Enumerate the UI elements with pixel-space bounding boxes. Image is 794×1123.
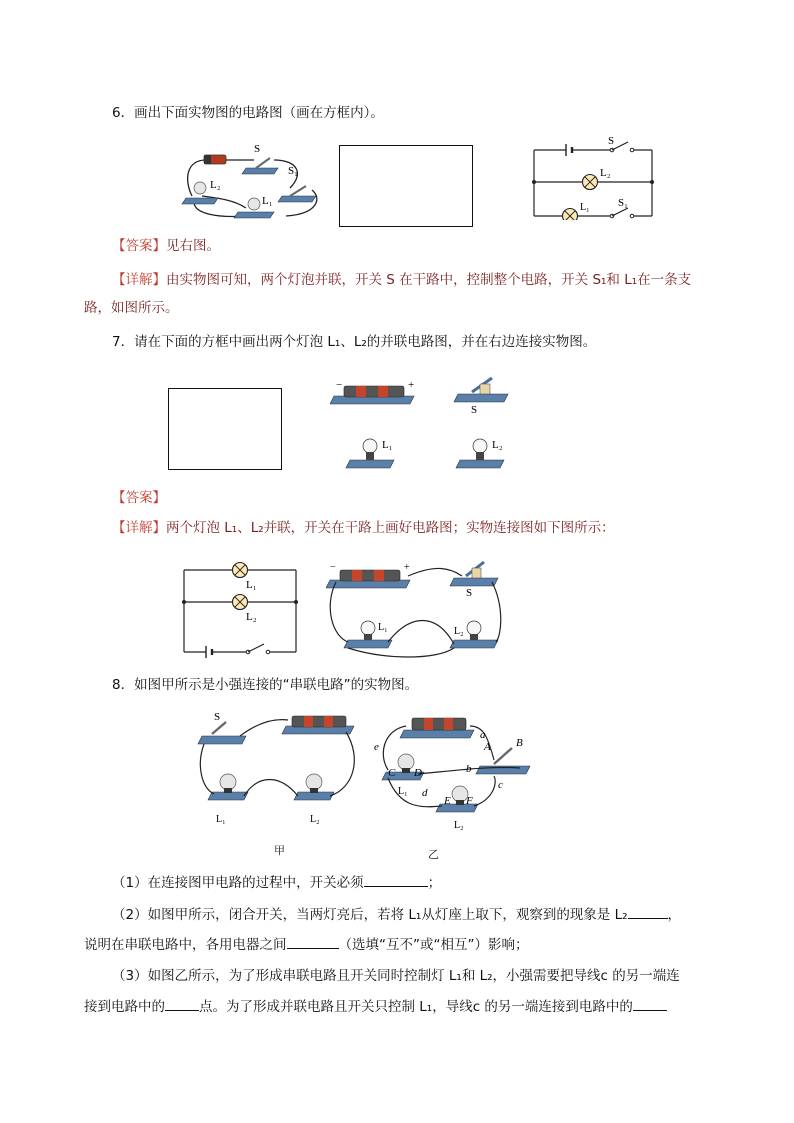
q8-yi-point-a: a <box>480 729 486 741</box>
q8-sub2-text: （2）如图甲所示，闭合开关，当两灯亮后，若将 L₁从灯座上取下，观察到的现象是 L₂ <box>112 907 628 923</box>
q8-sub2-line2 <box>84 934 528 955</box>
q7-battery-minus: − <box>336 379 343 391</box>
q8-sub3-text3: 点。为了形成并联电路且开关只控制 L₁，导线c 的另一端连接到电路中的 <box>199 999 633 1015</box>
q8-figure-yi <box>370 704 534 836</box>
q7-detail <box>112 518 615 538</box>
q8-yi-point-D: D <box>414 767 422 779</box>
q6-phys-s1-label: S₁ <box>288 165 298 177</box>
q8-sub3-text2: 接到电路中的 <box>84 999 165 1015</box>
q6-diag-s-label: S <box>608 136 615 147</box>
q7-phys-l1-label: L₁ <box>382 439 393 451</box>
q8-figure-jia <box>194 704 358 834</box>
q8-yi-point-B: B <box>516 737 523 749</box>
q8-figure-jia-caption: 甲 <box>274 844 285 857</box>
q6-detail-tag: 【详解】 <box>112 272 166 288</box>
q7-physical-components <box>330 376 520 476</box>
q6-phys-l1-label: L₁ <box>262 195 273 207</box>
q8-sub2-text2: 说明在串联电路中，各用电器之间 <box>84 937 287 953</box>
q8-yi-point-c: c <box>498 779 503 791</box>
q7-diag-l2-label: L₂ <box>246 611 257 623</box>
q7-answer-box <box>168 388 282 470</box>
q8-sub1-blank[interactable] <box>364 872 428 887</box>
q8-sub2 <box>112 904 681 925</box>
q7-detail-tag: 【详解】 <box>112 520 166 536</box>
q8-yi-point-e: e <box>374 741 379 753</box>
q8-figure-yi-caption: 乙 <box>428 848 439 861</box>
q8-yi-point-F: F <box>466 795 473 807</box>
q6-phys-l2-label: L₂ <box>210 179 221 191</box>
q8-yi-l2-label: L₂ <box>454 820 464 831</box>
q7-phys-l2-label: L₂ <box>492 439 503 451</box>
q6-answer-tag: 【答案】 <box>112 238 166 254</box>
q8-jia-s-label: S <box>214 711 221 723</box>
q8-sub2-blank1[interactable] <box>628 904 668 919</box>
q6-diag-l2-label: L₂ <box>600 167 611 179</box>
q6-question: 6．画出下面实物图的电路图（画在方框内）。 <box>112 105 384 121</box>
q6-detail-line2: 路，如图所示。 <box>84 300 179 316</box>
q7-question: 7．请在下面的方框中画出两个灯泡 L₁、L₂的并联电路图，并在右边连接实物图。 <box>112 334 597 350</box>
q7-battery-plus: + <box>408 379 415 391</box>
q8-sub3-blank2[interactable] <box>633 996 667 1011</box>
q6-phys-s-label: S <box>254 143 261 155</box>
q8-jia-l1-label: L₁ <box>216 814 226 825</box>
q8-yi-l1-label: L₁ <box>398 786 408 797</box>
q8-sub1-end: ； <box>427 875 442 891</box>
q6-answer-text: 见右图。 <box>166 238 220 254</box>
q8-sub3-blank1[interactable] <box>165 996 199 1011</box>
q6-detail-line1: 由实物图可知，两个灯泡并联，开关 S 在干路中，控制整个电路，开关 S₁和 L₁在一条支 <box>166 272 692 288</box>
q8-question: 8．如图甲所示是小强连接的“串联电路”的实物图。 <box>112 677 419 693</box>
q7-physical-connection <box>326 556 502 660</box>
q6-diag-s1-label: S₁ <box>618 197 628 209</box>
q7-conn-l2-label: L₂ <box>454 626 464 637</box>
q8-sub2-text3: （选填“互不”或“相互”）影响； <box>338 937 529 953</box>
q8-jia-l2-label: L₂ <box>310 814 320 825</box>
q7-diag-l1-label: L₁ <box>246 579 257 591</box>
q7-circuit-diagram <box>178 556 302 664</box>
q7-detail-text: 两个灯泡 L₁、L₂并联，开关在干路上画好电路图；实物连接图如下图所示： <box>166 520 615 536</box>
q8-yi-point-E: E <box>444 795 451 807</box>
q8-sub3-line2 <box>84 996 667 1017</box>
q8-sub2-blank2[interactable] <box>287 934 339 949</box>
q8-yi-point-b: b <box>466 763 472 775</box>
q8-sub1 <box>112 872 441 893</box>
q8-sub1-text: （1）在连接图甲电路的过程中，开关必须 <box>112 875 364 891</box>
q6-detail <box>112 270 691 290</box>
q7-conn-l1-label: L₁ <box>378 622 388 633</box>
q7-phys-s-label: S <box>471 404 478 416</box>
q6-answer-box <box>339 145 473 227</box>
q6-circuit-diagram <box>528 136 658 220</box>
q7-answer-tag-text: 【答案】 <box>112 490 166 506</box>
q7-conn-s-label: S <box>466 587 473 599</box>
q8-sub3: （3）如图乙所示，为了形成串联电路且开关同时控制灯 L₁和 L₂，小强需要把导线c 的另一端连 <box>112 968 680 984</box>
q6-diag-l1-label: L₁ <box>580 202 590 213</box>
q8-yi-point-C: C <box>388 767 396 779</box>
q6-physical-circuit <box>178 138 322 228</box>
q7-answer-tag <box>112 488 166 508</box>
q6-answer <box>112 236 220 256</box>
q8-sub2-comma: ， <box>667 907 682 923</box>
q7-conn-battery-minus: − <box>330 562 336 573</box>
q8-yi-point-A: A <box>484 741 491 753</box>
q7-conn-battery-plus: + <box>404 562 410 573</box>
q8-yi-point-d: d <box>422 787 428 799</box>
